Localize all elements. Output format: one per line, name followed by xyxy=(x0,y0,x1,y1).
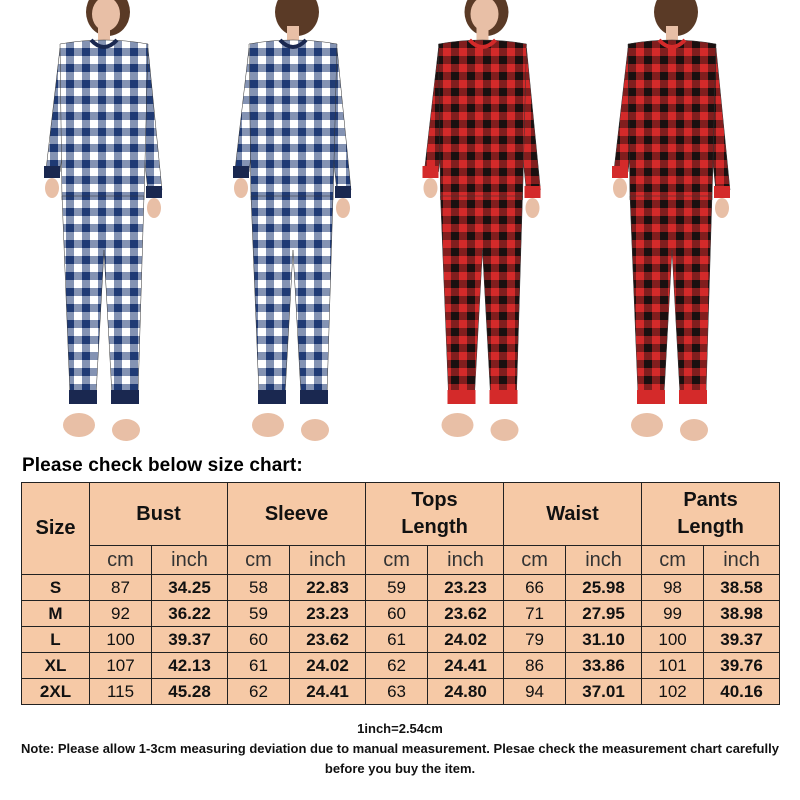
cm-value: 71 xyxy=(504,601,566,627)
cm-value: 61 xyxy=(228,653,290,679)
size-label: M xyxy=(22,601,90,627)
inch-value: 39.76 xyxy=(704,653,780,679)
cm-value: 63 xyxy=(366,679,428,705)
inch-value: 24.41 xyxy=(428,653,504,679)
cm-value: 92 xyxy=(90,601,152,627)
cm-value: 59 xyxy=(366,575,428,601)
unit-cm: cm xyxy=(642,546,704,575)
unit-inch: inch xyxy=(152,546,228,575)
inch-value: 45.28 xyxy=(152,679,228,705)
cm-value: 115 xyxy=(90,679,152,705)
size-label: XL xyxy=(22,653,90,679)
inch-value: 36.22 xyxy=(152,601,228,627)
inch-value: 37.01 xyxy=(566,679,642,705)
inch-value: 24.02 xyxy=(428,627,504,653)
navy-plaid-back-photo xyxy=(218,0,368,452)
inch-value: 40.16 xyxy=(704,679,780,705)
size-row xyxy=(22,627,780,653)
red-plaid-front-photo xyxy=(395,0,570,452)
inch-value: 23.62 xyxy=(428,601,504,627)
cm-value: 101 xyxy=(642,653,704,679)
unit-inch: inch xyxy=(428,546,504,575)
inch-value: 39.37 xyxy=(704,627,780,653)
cm-value: 100 xyxy=(90,627,152,653)
size-label: S xyxy=(22,575,90,601)
inch-value: 33.86 xyxy=(566,653,642,679)
cm-value: 60 xyxy=(366,601,428,627)
cm-value: 58 xyxy=(228,575,290,601)
size-row xyxy=(22,653,780,679)
inch-value: 38.98 xyxy=(704,601,780,627)
cm-value: 60 xyxy=(228,627,290,653)
cm-value: 86 xyxy=(504,653,566,679)
inch-value: 34.25 xyxy=(152,575,228,601)
inch-value: 24.80 xyxy=(428,679,504,705)
unit-inch: inch xyxy=(704,546,780,575)
size-row xyxy=(22,575,780,601)
cm-value: 62 xyxy=(366,653,428,679)
size-column-header: Size xyxy=(22,483,90,575)
unit-inch: inch xyxy=(290,546,366,575)
size-label: L xyxy=(22,627,90,653)
size-chart-heading: Please check below size chart: xyxy=(22,455,303,476)
unit-cm: cm xyxy=(228,546,290,575)
inch-value: 25.98 xyxy=(566,575,642,601)
size-row xyxy=(22,601,780,627)
unit-cm: cm xyxy=(366,546,428,575)
unit-inch: inch xyxy=(566,546,642,575)
inch-value: 42.13 xyxy=(152,653,228,679)
cm-value: 100 xyxy=(642,627,704,653)
cm-value: 99 xyxy=(642,601,704,627)
waist-header: Waist xyxy=(504,483,642,546)
cm-value: 94 xyxy=(504,679,566,705)
size-label: 2XL xyxy=(22,679,90,705)
inch-value: 23.62 xyxy=(290,627,366,653)
navy-plaid-front-photo xyxy=(18,0,190,452)
inch-value: 39.37 xyxy=(152,627,228,653)
cm-value: 59 xyxy=(228,601,290,627)
cm-value: 102 xyxy=(642,679,704,705)
cm-value: 61 xyxy=(366,627,428,653)
cm-value: 87 xyxy=(90,575,152,601)
conversion-note: 1inch=2.54cm xyxy=(357,721,443,736)
inch-value: 38.58 xyxy=(704,575,780,601)
inch-value: 27.95 xyxy=(566,601,642,627)
unit-cm: cm xyxy=(504,546,566,575)
cm-value: 98 xyxy=(642,575,704,601)
unit-cm: cm xyxy=(90,546,152,575)
bust-header: Bust xyxy=(90,483,228,546)
inch-value: 24.02 xyxy=(290,653,366,679)
size-row xyxy=(22,679,780,705)
pants-length-header: Pants Length xyxy=(642,483,780,546)
red-plaid-back-photo xyxy=(572,0,772,452)
inch-value: 23.23 xyxy=(290,601,366,627)
inch-value: 23.23 xyxy=(428,575,504,601)
cm-value: 66 xyxy=(504,575,566,601)
inch-value: 24.41 xyxy=(290,679,366,705)
inch-value: 22.83 xyxy=(290,575,366,601)
sleeve-header: Sleeve xyxy=(228,483,366,546)
size-chart-table xyxy=(21,482,780,705)
cm-value: 62 xyxy=(228,679,290,705)
cm-value: 79 xyxy=(504,627,566,653)
tops-length-header: Tops Length xyxy=(366,483,504,546)
cm-value: 107 xyxy=(90,653,152,679)
inch-value: 31.10 xyxy=(566,627,642,653)
measurement-note: Note: Please allow 1-3cm measuring deviation due to manual measurement. Plesae check the measurement chart carefully before you buy the item. xyxy=(21,741,779,776)
